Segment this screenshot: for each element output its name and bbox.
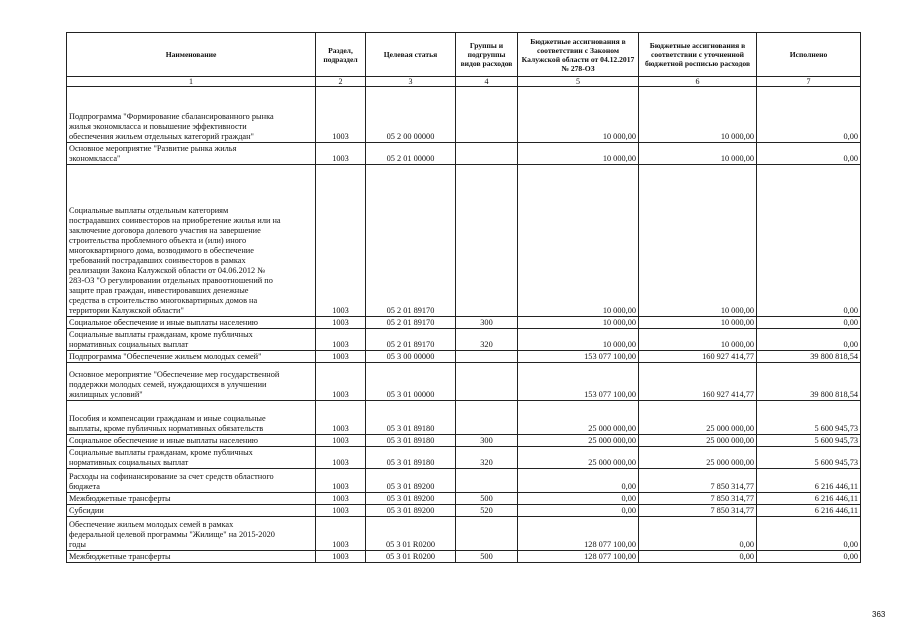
cell-executed-amount: 39 800 818,54	[757, 363, 861, 401]
cell-name: Межбюджетные трансферты	[67, 551, 316, 563]
cell-group	[456, 143, 518, 165]
cell-group: 500	[456, 493, 518, 505]
cell-target: 05 3 01 R0200	[366, 551, 456, 563]
cell-refined-amount: 7 850 314,77	[639, 493, 757, 505]
header-section: Раздел, подраздел	[316, 33, 366, 77]
cell-name: Основное мероприятие "Развитие рынка жилья экономкласса"	[67, 143, 316, 165]
cell-refined-amount: 7 850 314,77	[639, 505, 757, 517]
table-row	[67, 493, 861, 505]
cell-law-amount: 128 077 100,00	[518, 551, 639, 563]
column-number: 5	[518, 77, 639, 87]
cell-executed-amount: 5 600 945,73	[757, 401, 861, 435]
column-number-row	[67, 77, 861, 87]
table-row	[67, 165, 861, 317]
cell-group	[456, 517, 518, 551]
cell-name: Основное мероприятие "Обеспечение мер государственной поддержки молодых семей, нуждающихся в улучшении жилищных условий"	[67, 363, 316, 401]
table-row	[67, 551, 861, 563]
cell-target: 05 3 00 00000	[366, 351, 456, 363]
cell-section: 1003	[316, 517, 366, 551]
cell-refined-amount: 25 000 000,00	[639, 447, 757, 469]
cell-section: 1003	[316, 493, 366, 505]
table-row	[67, 363, 861, 401]
cell-name: Социальные выплаты гражданам, кроме публичных нормативных социальных выплат	[67, 329, 316, 351]
cell-group: 320	[456, 329, 518, 351]
cell-name: Обеспечение жильем молодых семей в рамках федеральной целевой программы "Жилище" на 2015-2020 годы	[67, 517, 316, 551]
cell-section: 1003	[316, 87, 366, 143]
cell-name: Подпрограмма "Формирование сбалансированного рынка жилья экономкласса и повышение эффективности обеспечения жильем отдельных категорий граждан"	[67, 87, 316, 143]
table-row	[67, 329, 861, 351]
cell-refined-amount: 7 850 314,77	[639, 469, 757, 493]
cell-executed-amount: 0,00	[757, 317, 861, 329]
column-number: 1	[67, 77, 316, 87]
cell-target: 05 2 01 00000	[366, 143, 456, 165]
table-row	[67, 469, 861, 493]
cell-name: Социальное обеспечение и иные выплаты населению	[67, 317, 316, 329]
cell-group	[456, 469, 518, 493]
header-refined: Бюджетные ассигнования в соответствии с уточненной бюджетной росписью расходов	[639, 33, 757, 77]
cell-section: 1003	[316, 143, 366, 165]
table-row	[67, 351, 861, 363]
header-done: Исполнено	[757, 33, 861, 77]
cell-executed-amount: 0,00	[757, 551, 861, 563]
cell-section: 1003	[316, 401, 366, 435]
header-target: Целевая статья	[366, 33, 456, 77]
cell-refined-amount: 10 000,00	[639, 87, 757, 143]
cell-executed-amount: 0,00	[757, 87, 861, 143]
cell-group	[456, 165, 518, 317]
header-group: Группы и подгруппы видов расходов	[456, 33, 518, 77]
cell-refined-amount: 10 000,00	[639, 317, 757, 329]
cell-group: 520	[456, 505, 518, 517]
cell-target: 05 3 01 89200	[366, 469, 456, 493]
header-law: Бюджетные ассигнования в соответствии с Законом Калужской области от 04.12.2017 № 278-ОЗ	[518, 33, 639, 77]
cell-target: 05 3 01 89180	[366, 447, 456, 469]
cell-target: 05 2 00 00000	[366, 87, 456, 143]
cell-executed-amount: 0,00	[757, 165, 861, 317]
column-number: 6	[639, 77, 757, 87]
table-row	[67, 517, 861, 551]
cell-section: 1003	[316, 317, 366, 329]
table-row	[67, 435, 861, 447]
cell-executed-amount: 0,00	[757, 329, 861, 351]
cell-group	[456, 351, 518, 363]
cell-name: Пособия и компенсации гражданам и иные социальные выплаты, кроме публичных нормативных обязательств	[67, 401, 316, 435]
cell-executed-amount: 39 800 818,54	[757, 351, 861, 363]
page-number: 363	[872, 610, 886, 619]
cell-name: Социальные выплаты гражданам, кроме публичных нормативных социальных выплат	[67, 447, 316, 469]
cell-refined-amount: 160 927 414,77	[639, 363, 757, 401]
cell-law-amount: 153 077 100,00	[518, 351, 639, 363]
table-row	[67, 143, 861, 165]
cell-name: Социальное обеспечение и иные выплаты населению	[67, 435, 316, 447]
column-number: 7	[757, 77, 861, 87]
cell-executed-amount: 6 216 446,11	[757, 469, 861, 493]
cell-section: 1003	[316, 165, 366, 317]
cell-executed-amount: 5 600 945,73	[757, 447, 861, 469]
cell-law-amount: 10 000,00	[518, 329, 639, 351]
cell-executed-amount: 0,00	[757, 517, 861, 551]
table-body	[67, 87, 861, 563]
cell-law-amount: 153 077 100,00	[518, 363, 639, 401]
cell-refined-amount: 10 000,00	[639, 165, 757, 317]
budget-table	[66, 32, 861, 563]
cell-law-amount: 10 000,00	[518, 165, 639, 317]
table-row	[67, 87, 861, 143]
cell-law-amount: 25 000 000,00	[518, 447, 639, 469]
cell-target: 05 3 01 89180	[366, 435, 456, 447]
cell-group	[456, 87, 518, 143]
cell-law-amount: 10 000,00	[518, 143, 639, 165]
column-number: 3	[366, 77, 456, 87]
cell-section: 1003	[316, 435, 366, 447]
cell-name: Подпрограмма "Обеспечение жильем молодых семей"	[67, 351, 316, 363]
cell-name: Субсидии	[67, 505, 316, 517]
cell-target: 05 3 01 89200	[366, 493, 456, 505]
cell-section: 1003	[316, 329, 366, 351]
cell-executed-amount: 0,00	[757, 143, 861, 165]
cell-group: 320	[456, 447, 518, 469]
cell-section: 1003	[316, 363, 366, 401]
cell-executed-amount: 6 216 446,11	[757, 505, 861, 517]
cell-refined-amount: 10 000,00	[639, 329, 757, 351]
cell-group	[456, 363, 518, 401]
cell-name: Социальные выплаты отдельным категориям пострадавших соинвесторов на приобретение жилья или на заключение договора долевого участия на завершение строительства проблемного объекта и (или) иного многоквартирного дома, возводимого в обеспечение требований пострадавших соинвесторов в рамках реализации Закона Калужской области от 04.06.2012 № 283-ОЗ "О регулировании отдельных правоотношений по защите прав граждан, инвестировавших денежные средства в строительство многоквартирных домов на территории Калужской области"	[67, 165, 316, 317]
cell-target: 05 2 01 89170	[366, 165, 456, 317]
cell-law-amount: 10 000,00	[518, 317, 639, 329]
cell-group: 300	[456, 317, 518, 329]
cell-refined-amount: 25 000 000,00	[639, 401, 757, 435]
cell-section: 1003	[316, 551, 366, 563]
column-number: 2	[316, 77, 366, 87]
cell-target: 05 2 01 89170	[366, 329, 456, 351]
cell-refined-amount: 10 000,00	[639, 143, 757, 165]
header-row	[67, 33, 861, 77]
cell-executed-amount: 5 600 945,73	[757, 435, 861, 447]
cell-section: 1003	[316, 505, 366, 517]
cell-refined-amount: 0,00	[639, 551, 757, 563]
cell-target: 05 3 01 R0200	[366, 517, 456, 551]
cell-name: Расходы на софинансирование за счет средств областного бюджета	[67, 469, 316, 493]
cell-law-amount: 0,00	[518, 469, 639, 493]
cell-group: 300	[456, 435, 518, 447]
cell-target: 05 3 01 89180	[366, 401, 456, 435]
cell-law-amount: 10 000,00	[518, 87, 639, 143]
cell-law-amount: 0,00	[518, 493, 639, 505]
cell-name: Межбюджетные трансферты	[67, 493, 316, 505]
cell-refined-amount: 160 927 414,77	[639, 351, 757, 363]
cell-target: 05 3 01 00000	[366, 363, 456, 401]
cell-law-amount: 128 077 100,00	[518, 517, 639, 551]
column-number: 4	[456, 77, 518, 87]
cell-target: 05 2 01 89170	[366, 317, 456, 329]
cell-group	[456, 401, 518, 435]
cell-law-amount: 25 000 000,00	[518, 435, 639, 447]
cell-section: 1003	[316, 469, 366, 493]
table-row	[67, 505, 861, 517]
cell-target: 05 3 01 89200	[366, 505, 456, 517]
table-row	[67, 447, 861, 469]
table-row	[67, 317, 861, 329]
cell-executed-amount: 6 216 446,11	[757, 493, 861, 505]
cell-section: 1003	[316, 351, 366, 363]
cell-refined-amount: 0,00	[639, 517, 757, 551]
cell-law-amount: 0,00	[518, 505, 639, 517]
cell-refined-amount: 25 000 000,00	[639, 435, 757, 447]
cell-group: 500	[456, 551, 518, 563]
table-row	[67, 401, 861, 435]
cell-law-amount: 25 000 000,00	[518, 401, 639, 435]
header-name: Наименование	[67, 33, 316, 77]
cell-section: 1003	[316, 447, 366, 469]
